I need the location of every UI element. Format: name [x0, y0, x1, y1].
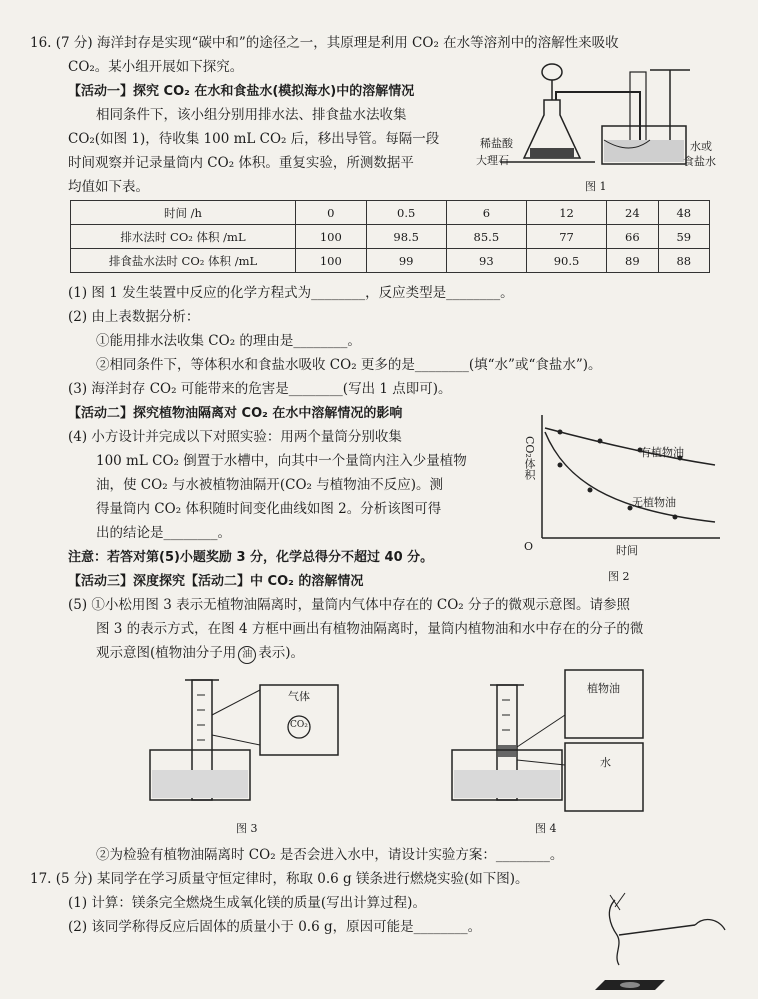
table-cell: 85.5	[446, 225, 526, 249]
table-cell: 24	[607, 201, 658, 225]
fig3-co2-molecule-label: CO₂	[290, 720, 308, 730]
fig4-oil-box-label: 植物油	[587, 682, 620, 695]
q17-line3: (2) 该同学称得反应后固体的质量小于 0.6 g，原因可能是________。	[68, 919, 482, 935]
q16-line1: 16. (7 分) 海洋封存是实现“碳中和”的途径之一，其原理是利用 CO₂ 在水等溶剂中的溶解性来吸收	[30, 35, 619, 51]
subq1: (1) 图 1 发生装置中反应的化学方程式为________，反应类型是________。	[68, 285, 514, 301]
fig2-y-label: CO₂体积	[523, 436, 536, 480]
fig3-box-label: 气体	[288, 690, 310, 703]
activity2-heading: 【活动二】探究植物油隔离对 CO₂ 在水中溶解情况的影响	[68, 406, 403, 421]
activity1-para-line1: 相同条件下，该小组分别用排水法、排食盐水法收集	[96, 107, 407, 123]
subq3: (3) 海洋封存 CO₂ 可能带来的危害是________(写出 1 点即可)。	[68, 381, 452, 397]
table-cell: 48	[658, 201, 709, 225]
subq4-line4: 得量筒内 CO₂ 体积随时间变化曲线如图 2。分析该图可得	[96, 501, 442, 517]
table-cell: 12	[526, 201, 606, 225]
table-cell: 59	[658, 225, 709, 249]
q17-line1: 17. (5 分) 某同学在学习质量守恒定律时，称取 0.6 g 镁条进行燃烧实验(如下图)。	[30, 871, 529, 887]
subq5-line3-text: 观示意图(植物油分子用	[96, 645, 237, 661]
table-cell: 0.5	[366, 201, 446, 225]
q17-line2: (1) 计算：镁条完全燃烧生成氧化镁的质量(写出计算过程)。	[68, 895, 426, 911]
table-row	[71, 249, 710, 273]
magnesium-burning-sketch	[575, 885, 735, 995]
fig3-caption: 图 3	[236, 822, 258, 835]
table-cell: 时间 /h	[71, 201, 296, 225]
fig1-liquid-label-1: 水或	[690, 140, 712, 153]
co2-volume-table	[70, 200, 710, 273]
fig2-origin: O	[524, 540, 534, 553]
fig4-water-box-label: 水	[600, 756, 611, 769]
q16-line2: CO₂。某小组开展如下探究。	[68, 59, 244, 75]
fig1-marble-label: 大理石	[476, 154, 509, 167]
subq4-line2: 100 mL CO₂ 倒置于水槽中，向其中一个量筒内注入少量植物	[96, 453, 467, 469]
subq4-line1: (4) 小方设计并完成以下对照实验：用两个量筒分别收集	[68, 429, 402, 445]
table-cell: 排水法时 CO₂ 体积 /mL	[71, 225, 296, 249]
oil-molecule-icon: 油	[238, 646, 256, 664]
subq5-line3	[96, 644, 304, 664]
fig1-liquid-label-2: 食盐水	[683, 155, 716, 168]
activity1-para-line4: 均值如下表。	[68, 179, 149, 195]
activity1-heading: 【活动一】探究 CO₂ 在水和食盐水(模拟海水)中的溶解情况	[68, 84, 415, 99]
subq4-line5: 出的结论是________。	[96, 525, 231, 541]
table-cell: 88	[658, 249, 709, 273]
table-cell: 100	[296, 249, 367, 273]
fig2-series-bottom: 无植物油	[632, 496, 676, 509]
fig2-caption: 图 2	[608, 570, 630, 583]
figure2-graph	[520, 410, 730, 560]
fig1-acid-label: 稀盐酸	[480, 137, 513, 150]
table-cell: 0	[296, 201, 367, 225]
table-cell: 99	[366, 249, 446, 273]
activity1-para-line2: CO₂(如图 1)，待收集 100 mL CO₂ 后，移出导管。每隔一段	[68, 131, 440, 147]
activity3-heading: 【活动三】深度探究【活动二】中 CO₂ 的溶解情况	[68, 574, 364, 589]
subq4-line3: 油，使 CO₂ 与水被植物油隔开(CO₂ 与植物油不反应)。测	[96, 477, 444, 493]
table-cell: 排食盐水法时 CO₂ 体积 /mL	[71, 249, 296, 273]
fig1-caption: 图 1	[585, 180, 607, 193]
fig2-series-top: 有植物油	[640, 446, 684, 459]
subq5-line3-end: 表示)。	[258, 645, 305, 661]
fig2-x-label: 时间	[616, 544, 638, 557]
table-row	[71, 201, 710, 225]
table-cell: 77	[526, 225, 606, 249]
subq2: (2) 由上表数据分析：	[68, 309, 200, 325]
subq5-line1: (5) ①小松用图 3 表示无植物油隔离时，量筒内气体中存在的 CO₂ 分子的微观示意图。请参照	[68, 597, 630, 613]
activity1-para-line3: 时间观察并记录量筒内 CO₂ 体积。重复实验，所测数据平	[68, 155, 414, 171]
table-cell: 100	[296, 225, 367, 249]
subq5-part2: ②为检验有植物油隔离时 CO₂ 是否会进入水中，请设计实验方案：________。	[96, 847, 564, 863]
table-cell: 98.5	[366, 225, 446, 249]
fig4-caption: 图 4	[535, 822, 557, 835]
table-cell: 90.5	[526, 249, 606, 273]
table-cell: 66	[607, 225, 658, 249]
table-cell: 6	[446, 201, 526, 225]
table-cell: 93	[446, 249, 526, 273]
figure3-diagram	[145, 675, 345, 805]
bonus-note: 注意：若答对第(5)小题奖励 3 分，化学总得分不超过 40 分。	[68, 550, 434, 565]
subq2b: ②相同条件下，等体积水和食盐水吸收 CO₂ 更多的是________(填“水”或“食盐水”)。	[96, 357, 602, 373]
subq5-line2: 图 3 的表示方式，在图 4 方框中画出有植物油隔离时，量筒内植物油和水中存在的分子的微	[96, 621, 644, 637]
table-cell: 89	[607, 249, 658, 273]
subq2a: ①能用排水法收集 CO₂ 的理由是________。	[96, 333, 361, 349]
table-row	[71, 225, 710, 249]
